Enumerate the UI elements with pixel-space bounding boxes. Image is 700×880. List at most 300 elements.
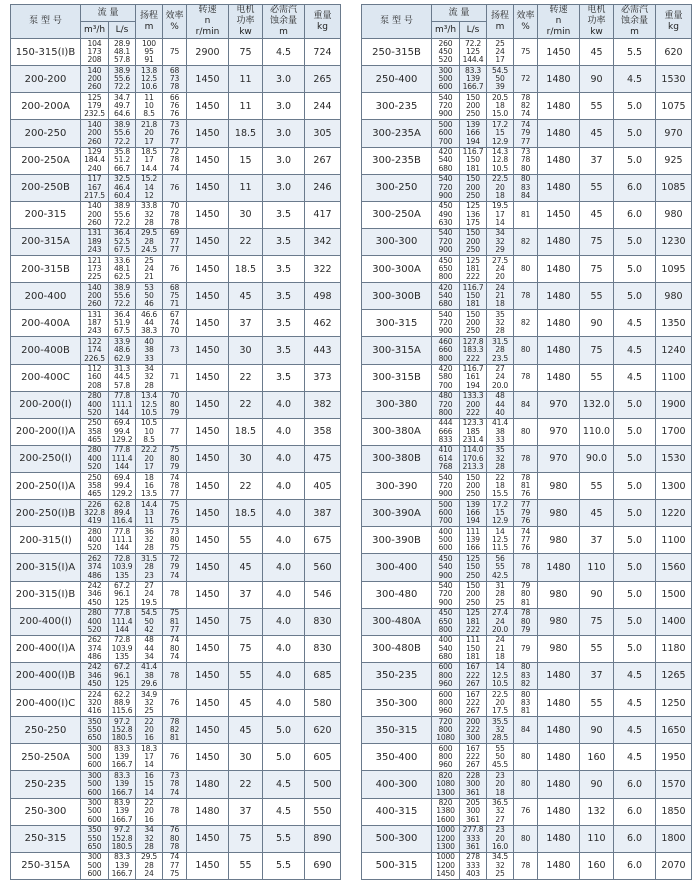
cell-value: 80 (520, 779, 531, 789)
cell-s: 5.0 (614, 391, 656, 418)
cell-n: 1480 (538, 93, 580, 120)
cell-l (109, 256, 136, 283)
cell-s: 4.0 (263, 391, 305, 418)
cell-value: 95 (144, 46, 154, 56)
table-row (11, 174, 341, 201)
cell-h (487, 554, 514, 581)
cell-value: 700 (438, 516, 453, 526)
cell-value: 22.2 (140, 445, 158, 455)
table-row (11, 527, 341, 554)
table-row (11, 445, 341, 472)
cell-value: 500 (87, 752, 102, 762)
cell-value: 550 (87, 833, 102, 843)
cell-n: 1480 (538, 283, 580, 310)
cell-n: 1450 (187, 93, 229, 120)
cell-value: 77 (169, 245, 180, 255)
cell-l (109, 744, 136, 771)
cell-value: 42 (144, 624, 154, 634)
cell-value: 300 (87, 852, 102, 862)
cell-model: 300-250 (362, 174, 432, 201)
cell-l (460, 825, 487, 852)
cell-value: 12.5 (491, 535, 509, 545)
cell-model: 400-315 (362, 798, 432, 825)
cell-h (136, 554, 163, 581)
cell-n: 1480 (538, 825, 580, 852)
cell-value: 27 (495, 814, 505, 824)
cell-value: 38.9 (113, 282, 131, 292)
cell-h (136, 391, 163, 418)
cell-q (81, 554, 109, 581)
cell-model: 250-235 (11, 771, 81, 798)
cell-value: 22.5 (491, 689, 509, 699)
cell-value: 18.5 (140, 147, 158, 157)
cell-p: 18.5 (229, 418, 263, 445)
cell-w: 417 (305, 201, 341, 228)
cell-n: 1450 (187, 852, 229, 879)
cell-l (460, 608, 487, 635)
cell-value: 32 (144, 697, 154, 707)
cell-value: 280 (87, 608, 102, 618)
cell-p: 55 (580, 473, 614, 500)
cell-w: 322 (305, 256, 341, 283)
cell-s: 5.0 (614, 500, 656, 527)
cell-value: 22 (144, 716, 154, 726)
cell-s: 5.0 (263, 717, 305, 744)
cell-q (81, 174, 109, 201)
table-row (362, 852, 692, 879)
cell-value: 17.2 (491, 119, 509, 129)
cell-n: 1480 (538, 717, 580, 744)
cell-w: 980 (656, 283, 692, 310)
cell-s: 5.0 (614, 418, 656, 445)
cell-s: 6.0 (614, 798, 656, 825)
cell-model: 300-235B (362, 147, 432, 174)
cell-e (514, 418, 538, 445)
cell-value: 23.5 (491, 353, 509, 363)
cell-value: 277.8 (462, 825, 484, 835)
cell-value: 500 (87, 779, 102, 789)
pump-table-right (361, 4, 692, 880)
cell-l (109, 66, 136, 93)
cell-value: 666 (438, 426, 453, 436)
cell-value: 34 (144, 825, 154, 835)
cell-value: 361 (466, 814, 480, 824)
cell-n: 980 (538, 473, 580, 500)
cell-value: 80 (169, 399, 180, 409)
cell-value: 12 (144, 190, 154, 200)
cell-w: 1350 (656, 310, 692, 337)
cell-s: 4.5 (263, 771, 305, 798)
cell-value: 136 (466, 209, 480, 219)
cell-value: 75 (169, 869, 180, 879)
cell-p: 55 (580, 283, 614, 310)
cell-value: 76 (520, 489, 531, 499)
cell-value: 14 (495, 217, 505, 227)
cell-value: 33.9 (113, 336, 131, 346)
table-row (362, 527, 692, 554)
table-row (11, 500, 341, 527)
cell-value: 260 (87, 299, 102, 309)
cell-value: 75 (169, 543, 180, 553)
cell-value: 12.9 (491, 136, 509, 146)
cell-value: 29.5 (140, 852, 158, 862)
cell-value: 81 (520, 597, 531, 607)
cell-q (81, 473, 109, 500)
cell-q (81, 391, 109, 418)
cell-w: 1100 (656, 364, 692, 391)
cell-value: 74 (169, 318, 180, 328)
cell-value: 131 (87, 228, 102, 238)
cell-p: 90.0 (580, 445, 614, 472)
cell-value: 66.7 (113, 163, 131, 173)
cell-value: 720 (438, 399, 453, 409)
cell-h (136, 228, 163, 255)
cell-value: 450 (438, 608, 453, 618)
cell-w: 620 (305, 717, 341, 744)
cell-l (109, 201, 136, 228)
cell-value: 28 (144, 236, 154, 246)
cell-h (136, 445, 163, 472)
cell-value: 76 (169, 752, 180, 762)
header-weight: 重量 kg (656, 5, 692, 39)
cell-l (109, 852, 136, 879)
cell-value: 40 (495, 407, 505, 417)
cell-value: 144 (115, 407, 129, 417)
cell-value: 79 (520, 581, 531, 591)
cell-e (163, 635, 187, 662)
cell-value: 300 (466, 779, 480, 789)
cell-s: 4.0 (263, 500, 305, 527)
cell-p: 15 (229, 147, 263, 174)
cell-value: 76 (169, 508, 180, 518)
cell-h (487, 337, 514, 364)
table-row (11, 310, 341, 337)
cell-value: 10 (144, 101, 154, 111)
cell-value: 129.2 (111, 489, 133, 499)
cell-l (109, 473, 136, 500)
cell-value: 103.9 (111, 562, 133, 572)
cell-value: 80 (520, 263, 531, 273)
cell-value: 78 (169, 209, 180, 219)
cell-h (487, 201, 514, 228)
cell-model: 300-400 (362, 554, 432, 581)
cell-value: 81 (520, 209, 531, 219)
cell-value: 78 (520, 472, 531, 482)
cell-value: 181 (466, 263, 480, 273)
cell-l (109, 690, 136, 717)
cell-s: 4.0 (263, 473, 305, 500)
cell-s: 4.5 (614, 662, 656, 689)
cell-value: 79 (520, 508, 531, 518)
cell-value: 48.1 (113, 263, 131, 273)
cell-n: 1480 (538, 310, 580, 337)
cell-p: 55 (229, 527, 263, 554)
table-row (11, 228, 341, 255)
cell-value: 15.5 (491, 489, 509, 499)
cell-value: 820 (438, 770, 453, 780)
cell-w: 980 (656, 201, 692, 228)
cell-q (81, 39, 109, 66)
table-row (11, 364, 341, 391)
cell-p: 45 (229, 690, 263, 717)
table-row (11, 771, 341, 798)
cell-w: 1800 (656, 825, 692, 852)
cell-p: 37 (229, 798, 263, 825)
cell-s: 6.0 (614, 201, 656, 228)
cell-e (163, 771, 187, 798)
cell-w: 550 (305, 798, 341, 825)
cell-value: 144.4 (462, 55, 484, 65)
cell-value: 71 (169, 372, 180, 382)
cell-value: 490 (438, 209, 453, 219)
cell-l (460, 283, 487, 310)
cell-value: 81 (169, 616, 180, 626)
cell-w: 830 (305, 635, 341, 662)
cell-model: 300-390 (362, 473, 432, 500)
cell-value: 540 (438, 155, 453, 165)
cell-value: 48.6 (113, 345, 131, 355)
cell-p: 22 (229, 771, 263, 798)
cell-value: 450 (438, 255, 453, 265)
cell-value: 400 (87, 453, 102, 463)
cell-s: 4.5 (614, 66, 656, 93)
cell-w: 475 (305, 445, 341, 472)
cell-model: 200-315(I)A (11, 554, 81, 581)
cell-value: 150 (466, 472, 480, 482)
cell-h (487, 120, 514, 147)
cell-p: 22 (229, 473, 263, 500)
cell-h (136, 581, 163, 608)
cell-value: 89.4 (113, 508, 131, 518)
cell-value: 540 (438, 228, 453, 238)
cell-value: 222 (466, 407, 480, 417)
cell-value: 80 (520, 345, 531, 355)
cell-p: 90 (580, 717, 614, 744)
cell-value: 222 (466, 670, 480, 680)
cell-q (81, 93, 109, 120)
cell-value: 50 (144, 616, 154, 626)
cell-w: 387 (305, 500, 341, 527)
cell-value: 600 (87, 760, 102, 770)
cell-value: 20 (495, 779, 505, 789)
cell-w: 1230 (656, 228, 692, 255)
cell-q (432, 581, 460, 608)
header-head: 扬程 m (487, 5, 514, 39)
header-weight: 重量 kg (305, 5, 341, 39)
cell-value: 267 (466, 679, 480, 689)
cell-e (163, 852, 187, 879)
cell-w: 358 (305, 418, 341, 445)
cell-h (136, 120, 163, 147)
cell-value: 116.7 (462, 147, 484, 157)
cell-value: 900 (438, 489, 453, 499)
cell-value: 14 (144, 787, 154, 797)
cell-value: 129.2 (111, 434, 133, 444)
cell-value: 62.5 (113, 272, 131, 282)
cell-n: 980 (538, 527, 580, 554)
cell-value: 208 (87, 380, 102, 390)
cell-value: 226 (87, 499, 102, 509)
cell-value: 333 (466, 833, 480, 843)
cell-p: 55 (580, 635, 614, 662)
cell-value: 76 (520, 543, 531, 553)
cell-q (432, 445, 460, 472)
cell-p: 90 (580, 310, 614, 337)
cell-value: 32 (144, 833, 154, 843)
cell-value: 140 (87, 65, 102, 75)
cell-value: 250 (466, 326, 480, 336)
table-row (11, 852, 341, 879)
cell-value: 66 (169, 92, 180, 102)
cell-n: 1480 (538, 852, 580, 879)
cell-p: 55 (580, 174, 614, 201)
cell-model: 200-400(I)A (11, 635, 81, 662)
table-row (362, 418, 692, 445)
cell-e (163, 310, 187, 337)
cell-model: 200-400C (11, 364, 81, 391)
cell-n: 970 (538, 445, 580, 472)
cell-value: 42.5 (491, 570, 509, 580)
table-row (362, 635, 692, 662)
cell-value: 361 (466, 787, 480, 797)
table-row (362, 473, 692, 500)
cell-l (460, 771, 487, 798)
cell-value: 22.5 (491, 174, 509, 184)
cell-q (81, 228, 109, 255)
cell-n: 1450 (187, 445, 229, 472)
cell-value: 74 (169, 787, 180, 797)
cell-n: 1450 (187, 283, 229, 310)
cell-value: 29.6 (140, 679, 158, 689)
table-row (362, 798, 692, 825)
cell-p: 45 (229, 717, 263, 744)
cell-value: 12.5 (140, 74, 158, 84)
cell-value: 150 (466, 92, 480, 102)
cell-e (163, 283, 187, 310)
cell-value: 460 (438, 336, 453, 346)
table-row (11, 554, 341, 581)
header-speed: 转速 n r/min (538, 5, 580, 39)
cell-value: 36.5 (491, 798, 509, 808)
cell-value: 55.6 (113, 291, 131, 301)
cell-h (136, 201, 163, 228)
cell-value: 800 (438, 624, 453, 634)
cell-e (163, 364, 187, 391)
cell-value: 67.5 (113, 326, 131, 336)
cell-value: 520 (87, 462, 102, 472)
cell-model: 400-300 (362, 771, 432, 798)
cell-value: 20 (495, 697, 505, 707)
cell-value: 144 (115, 543, 129, 553)
cell-value: 80 (520, 689, 531, 699)
cell-q (432, 337, 460, 364)
cell-w: 1075 (656, 93, 692, 120)
cell-s: 3.5 (263, 256, 305, 283)
cell-w: 1530 (656, 445, 692, 472)
cell-value: 820 (438, 798, 453, 808)
cell-h (487, 608, 514, 635)
cell-q (432, 690, 460, 717)
table-body-right (362, 39, 692, 880)
cell-w: 560 (305, 554, 341, 581)
cell-p: 75 (229, 39, 263, 66)
cell-value: 185 (466, 426, 480, 436)
cell-h (487, 690, 514, 717)
cell-value: 14 (495, 526, 505, 536)
cell-value: 22 (144, 798, 154, 808)
cell-value: 97.2 (113, 716, 131, 726)
cell-value: 25 (144, 255, 154, 265)
cell-value: 222 (466, 697, 480, 707)
cell-e (514, 174, 538, 201)
cell-model: 200-200 (11, 66, 81, 93)
cell-value: 82 (520, 679, 531, 689)
cell-value: 79 (520, 128, 531, 138)
cell-q (81, 825, 109, 852)
cell-value: 78 (169, 716, 180, 726)
cell-value: 74 (520, 526, 531, 536)
cell-value: 720 (438, 716, 453, 726)
cell-value: 900 (438, 109, 453, 119)
cell-value: 80 (169, 535, 180, 545)
cell-q (81, 120, 109, 147)
cell-value: 486 (87, 651, 102, 661)
cell-w: 305 (305, 120, 341, 147)
cell-q (432, 93, 460, 120)
table-body-left (11, 39, 341, 880)
cell-value: 267 (466, 706, 480, 716)
cell-value: 600 (87, 869, 102, 879)
cell-value: 200 (466, 236, 480, 246)
cell-value: 31.3 (113, 364, 131, 374)
cell-s: 4.0 (263, 581, 305, 608)
cell-l (109, 662, 136, 689)
cell-value: 16 (144, 770, 154, 780)
cell-s: 3.0 (263, 120, 305, 147)
cell-value: 520 (87, 543, 102, 553)
cell-value: 140 (87, 282, 102, 292)
cell-value: 21 (495, 291, 505, 301)
cell-n: 1480 (538, 554, 580, 581)
cell-q (81, 310, 109, 337)
cell-value: 250 (466, 109, 480, 119)
cell-value: 13.4 (140, 391, 158, 401)
cell-w: 1265 (656, 662, 692, 689)
cell-e (514, 581, 538, 608)
cell-value: 62.8 (113, 499, 131, 509)
cell-value: 800 (438, 752, 453, 762)
cell-value: 111.1 (111, 535, 133, 545)
cell-value: 12.8 (491, 155, 509, 165)
cell-value: 88.9 (113, 697, 131, 707)
cell-value: 72.8 (113, 635, 131, 645)
cell-e (163, 500, 187, 527)
cell-q (432, 391, 460, 418)
cell-q (432, 310, 460, 337)
table-row (362, 66, 692, 93)
table-row (362, 771, 692, 798)
table-row (362, 825, 692, 852)
cell-s: 5.5 (614, 39, 656, 66)
cell-value: 600 (87, 814, 102, 824)
cell-s: 6.0 (614, 771, 656, 798)
cell-value: 181 (466, 299, 480, 309)
cell-h (487, 93, 514, 120)
cell-h (136, 174, 163, 201)
cell-value: 32 (495, 453, 505, 463)
cell-l (109, 717, 136, 744)
cell-value: 79 (169, 462, 180, 472)
